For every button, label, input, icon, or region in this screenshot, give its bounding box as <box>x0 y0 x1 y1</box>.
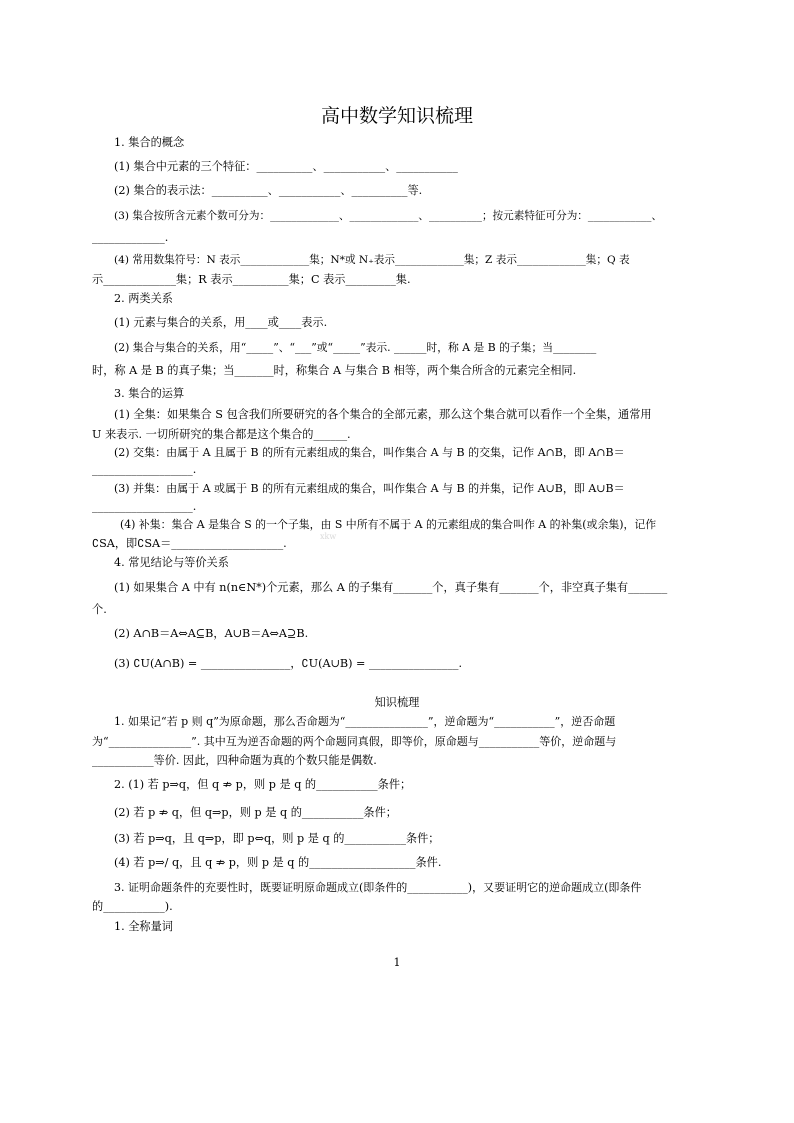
line-representation: (2) 集合的表示法：__________、___________、__________等. <box>114 184 423 197</box>
line-classification-cont: _____________. <box>92 231 169 244</box>
line-equivalence: (2) A∩B＝A⇔A⊆B，A∪B＝A⇔A⊇B. <box>114 627 309 640</box>
line-four-propositions: 1. 如果记“若 p 则 q”为原命题，那么否命题为“_______________”，逆命题为“___________”，逆否命题 <box>114 715 616 728</box>
section-heading-set-concept: 1. 集合的概念 <box>114 136 185 149</box>
line-proof-requirement: 3. 证明命题条件的充要性时，既要证明原命题成立(即条件的___________)，又要证明它的逆命题成立(即条件 <box>114 881 642 894</box>
page-number: 1 <box>393 956 401 969</box>
line-number-sets-cont: 示_____________集；R 表示__________集；C 表示_________集. <box>92 273 411 286</box>
line-intersection-cont: __________________. <box>92 463 197 476</box>
line-element-set-relation: (1) 元素与集合的关系，用____或____表示. <box>114 316 328 329</box>
line-necessary-sufficient: (3) 若 p⇒q，且 q⇒p，即 p⇔q，则 p 是 q 的___________条件； <box>114 832 440 845</box>
line-universal-set: (1) 全集：如果集合 S 包含我们所要研究的各个集合的全部元素，那么这个集合就可以看作一个全集，通常用 <box>114 408 652 421</box>
line-union: (3) 并集：由属于 A 或属于 B 的所有元素组成的集合，叫作集合 A 与 B 的并集，记作 A∪B，即 A∪B＝ <box>114 482 625 495</box>
line-necessary: (2) 若 p ⇏ q，但 q⇒p，则 p 是 q 的___________条件； <box>114 806 397 819</box>
line-set-set-relation: (2) 集合与集合的关系，用“_____”、“___”或“_____”表示. ______时，称 A 是 B 的子集；当________ <box>114 341 597 354</box>
line-sufficient: 2. (1) 若 p⇒q，但 q ⇏ p，则 p 是 q 的___________条件； <box>114 778 412 791</box>
line-subset-count: (1) 如果集合 A 中有 n(n∈N*)个元素，那么 A 的子集有_______个，真子集有_______个，非空真子集有_______ <box>114 581 668 594</box>
section-heading-universal-quantifier: 1. 全称量词 <box>114 920 173 933</box>
line-neither: (4) 若 p⇒/ q，且 q ⇏ p，则 p 是 q 的___________________条件. <box>114 856 442 869</box>
line-complement-cont: ∁SA，即∁SA＝____________________. <box>92 537 287 550</box>
page-title: 高中数学知识梳理 <box>320 105 473 127</box>
line-intersection: (2) 交集：由属于 A 且属于 B 的所有元素组成的集合，叫作集合 A 与 B 的交集，记作 A∩B，即 A∩B＝ <box>114 446 625 459</box>
line-union-cont: __________________. <box>92 500 197 513</box>
section-heading-operations: 3. 集合的运算 <box>114 387 185 400</box>
line-number-sets: (4) 常用数集符号：N 表示_____________集；N*或 N₊表示_____________集；Z 表示_____________集；Q 表 <box>114 254 630 266</box>
line-proof-requirement-cont: 的___________). <box>92 900 173 913</box>
line-universal-set-cont: U 来表示. 一切所研究的集合都是这个集合的______. <box>92 428 351 441</box>
watermark-text: xkw <box>320 532 337 541</box>
line-set-set-relation-cont: 时，称 A 是 B 的真子集；当_______时，称集合 A 与集合 B 相等，两个集合所含的元素完全相同. <box>92 364 577 377</box>
line-element-features: (1) 集合中元素的三个特征：__________、___________、___________ <box>114 160 458 173</box>
line-complement: (4) 补集：集合 A 是集合 S 的一个子集，由 S 中所有不属于 A 的元素组成的集合叫作 A 的补集(或余集)，记作 <box>120 518 657 531</box>
line-classification: (3) 集合按所含元素个数可分为：_____________、_____________、__________；按元素特征可分为：____________、 <box>114 210 663 222</box>
section-heading-conclusions: 4. 常见结论与等价关系 <box>114 556 229 569</box>
section-heading-relations: 2. 两类关系 <box>114 292 173 305</box>
line-de-morgan: (3) ∁U(A∩B) = ________________，∁U(A∪B) = ________________. <box>114 657 463 670</box>
line-subset-count-cont: 个. <box>92 603 107 616</box>
line-four-propositions-cont1: 为“_______________”. 其中互为逆否命题的两个命题同真假，即等价，原命题与___________等价，逆命题与 <box>92 735 617 748</box>
section-title-knowledge: 知识梳理 <box>374 696 420 709</box>
line-four-propositions-cont2: ___________等价. 因此，四种命题为真的个数只能是偶数. <box>92 754 377 767</box>
